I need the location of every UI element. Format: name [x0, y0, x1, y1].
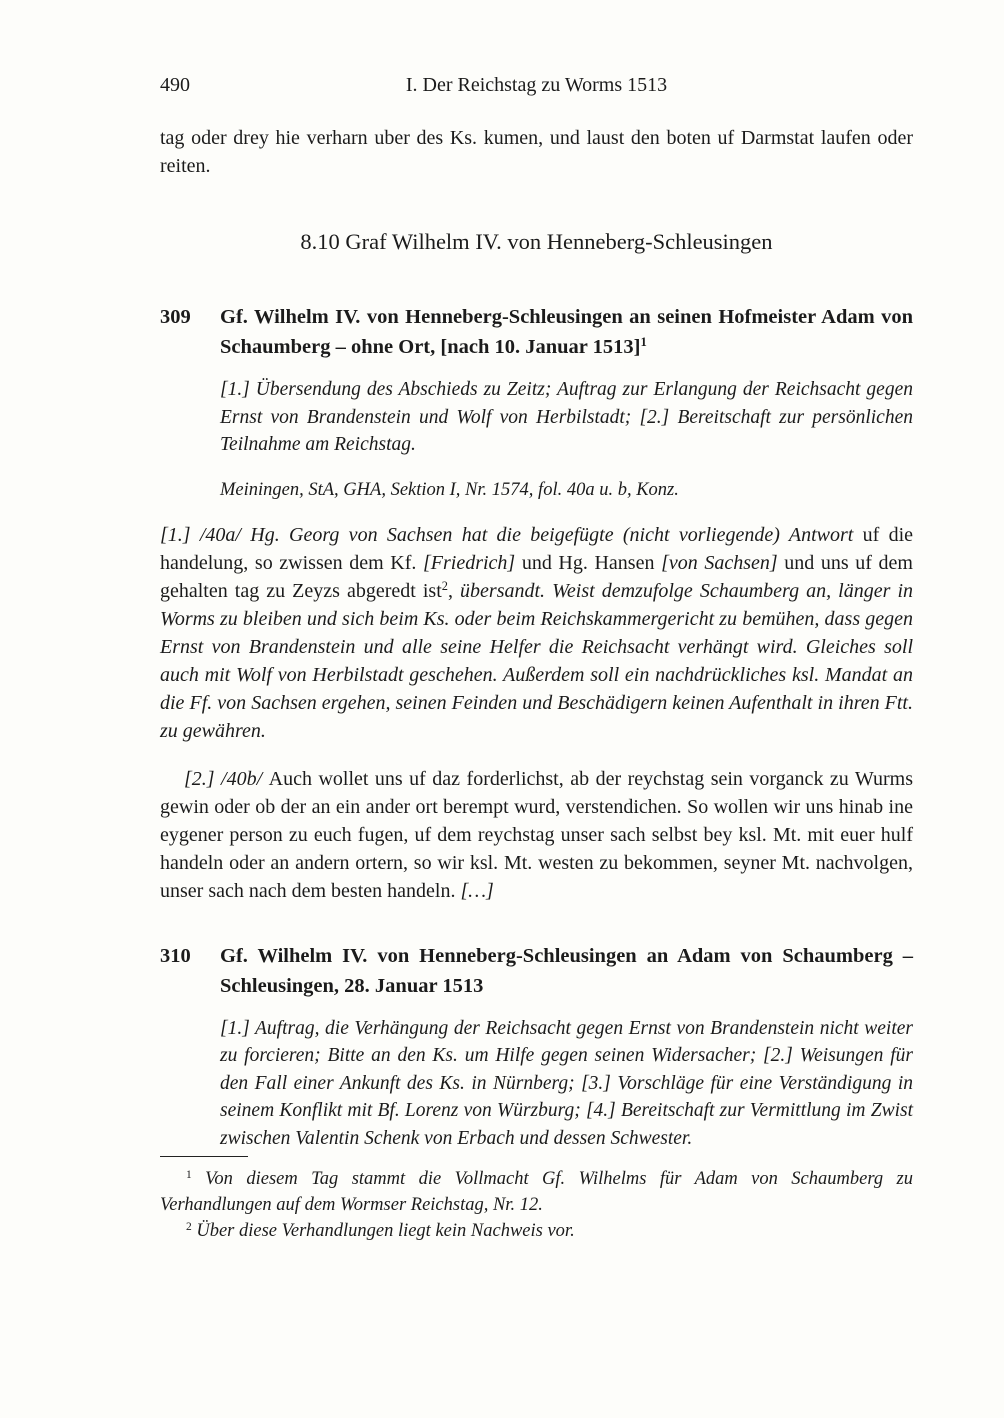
footnote-marker: 1	[186, 1168, 192, 1181]
text-block	[160, 74, 913, 1172]
footnote-ref-1: 1	[640, 335, 647, 350]
footnote-ref: 2	[441, 578, 448, 593]
section-heading: 8.10 Graf Wilhelm IV. von Henneberg-Schleusingen	[300, 229, 773, 254]
entry-title	[220, 302, 913, 362]
text-run: Auch wollet uns uf daz forderlichst, ab der reychstag sein vorganck zu Wurms gewin oder ob der an ein ander ort berempt wurd, verstendichen. So wollen wir uns hinab ine eygener person zu euch fugen, uf dem reychstag unser sach selbst bey ksl. Mt. mit euer hulf handeln oder an andern ortern, so wir ksl. Mt. westen zu bekommen, seyner Mt. nachvolgen, unser sach nach dem besten handeln.	[160, 767, 913, 902]
entry-310-heading	[160, 941, 913, 1001]
entry-title-text: Gf. Wilhelm IV. von Henneberg-Schleusingen an seinen Hofmeister Adam von Schaumberg – ohne Ort, [nach 10. Januar 1513]	[220, 306, 913, 358]
text-run: […]	[460, 879, 494, 902]
footnote-text: Von diesem Tag stammt die Vollmacht Gf. Wilhelms für Adam von Schaumberg zu Verhandlungen auf dem Wormser Reichstag, Nr. 12.	[160, 1169, 913, 1215]
entry-309-body-paragraph-2	[160, 765, 913, 905]
text-run: [Friedrich]	[423, 551, 516, 574]
footnote-marker: 2	[186, 1220, 192, 1233]
text-run: [von Sachsen]	[661, 551, 778, 574]
text-run: ,	[447, 579, 461, 602]
entry-309-body-paragraph-1	[160, 521, 913, 745]
entry-number: 310	[160, 944, 191, 967]
text-run: [2.] /40b/	[184, 767, 269, 790]
entry-310-summary: [1.] Auftrag, die Verhängung der Reichsacht gegen Ernst von Brandenstein nicht weiter zu forcieren; Bitte an den Ks. um Hilfe gegen seinen Widersacher; [2.] Weisungen für den Fall einer Ankunft des Ks. in Nürnberg; [3.] Vorschläge für eine Verständigung in seinem Konflikt mit Bf. Lorenz von Würzburg; [4.] Bereitschaft zur Vermittlung im Zwist zwischen Valentin Schenk von Erbach und dessen Schwester.	[220, 1017, 913, 1149]
entry-title: Gf. Wilhelm IV. von Henneberg-Schleusingen an Adam von Schaumberg – Schleusingen, 28. Januar 1513	[220, 944, 913, 997]
running-header: I. Der Reichstag zu Worms 1513	[405, 74, 668, 96]
continuation-paragraph: tag oder drey hie verharn uber des Ks. kumen, und laust den boten uf Darmstat laufen oder reiten.	[160, 127, 913, 177]
footnote-2	[160, 1218, 913, 1244]
entry-number: 309	[160, 306, 191, 328]
page-number: 490	[160, 74, 190, 96]
page-header	[160, 74, 913, 102]
text-run: und uns uf dem gehalten tag zu Zeyzs abgeredt ist	[160, 551, 913, 602]
footnote-rule	[160, 1156, 248, 1157]
entry-309-source: Meiningen, StA, GHA, Sektion I, Nr. 1574, fol. 40a u. b, Konz.	[220, 480, 679, 500]
footnotes-section	[160, 1156, 913, 1244]
entry-309-heading	[160, 302, 913, 362]
text-run: und Hg. Hansen	[515, 551, 662, 574]
text-run: uf die handelung, so zwissen dem Kf.	[160, 523, 914, 574]
text-run: übersandt. Weist demzufolge Schaumberg an, länger in Worms zu bleiben und sich beim Ks. oder beim Reichskammergericht zu bemühen, dass gegen Ernst von Brandenstein und alle seine Helfer die Reichsacht verhängt wird. Gleiches soll auch mit Wolf von Herbilstadt geschehen. Außerdem soll ein nachdrückliches ksl. Mandat an die Ff. von Sachsen ergehen, seinen Feinden und Beschädigern keinen Aufenthalt in ihren Ftt. zu gewähren.	[160, 579, 914, 742]
footnote-text: Über diese Verhandlungen liegt kein Nachweis vor.	[196, 1221, 575, 1241]
entry-309-summary: [1.] Übersendung des Abschieds zu Zeitz; Auftrag zur Erlangung der Reichsacht gegen Ernst von Brandenstein und Wolf von Herbilstadt; [2.] Bereitschaft zur persönlichen Teilnahme am Reichstag.	[220, 379, 913, 455]
text-run: [1.] /40a/ Hg. Georg von Sachsen hat die beigefügte (nicht vorliegende) Antwort	[160, 523, 863, 546]
footnote-1	[160, 1166, 913, 1218]
